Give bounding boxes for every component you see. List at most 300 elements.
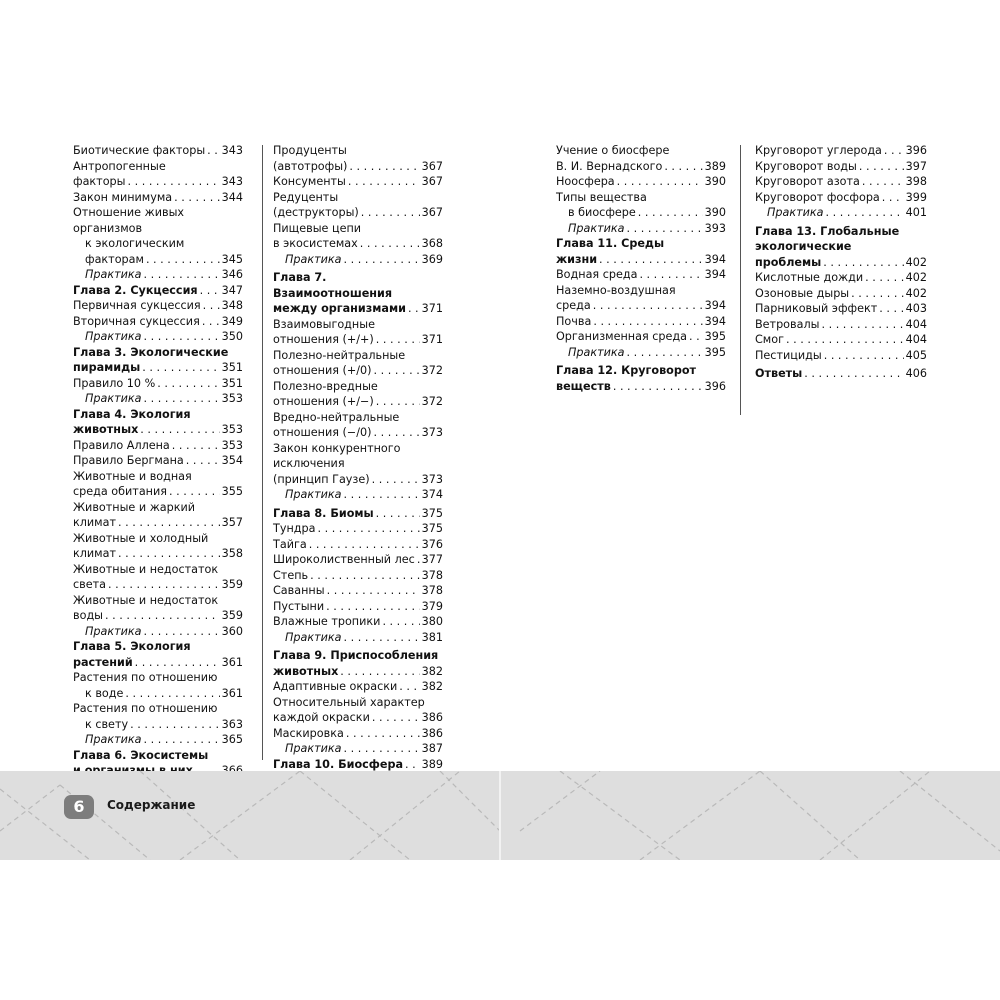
toc-entry-title: Животные и недостаток bbox=[73, 562, 219, 576]
toc-page-number: 349 bbox=[221, 314, 243, 328]
toc-entry bbox=[556, 252, 726, 268]
toc-entry bbox=[755, 255, 927, 271]
toc-column-4 bbox=[755, 143, 927, 382]
toc-entry-title: Взаимовыгодные bbox=[273, 317, 375, 331]
toc-entry-title: климат bbox=[73, 547, 116, 560]
dot-leader bbox=[344, 630, 420, 646]
toc-entry-title: Саванны bbox=[273, 584, 325, 597]
toc-entry bbox=[73, 407, 243, 423]
toc-entry bbox=[556, 159, 726, 175]
toc-entry bbox=[556, 314, 726, 330]
toc-entry-title: Глава 3. Экологические bbox=[73, 345, 229, 359]
toc-entry bbox=[73, 283, 243, 299]
toc-entry-title: Пустыни bbox=[273, 599, 325, 613]
toc-page-number: 351 bbox=[221, 376, 243, 390]
toc-entry bbox=[73, 221, 243, 237]
toc-page-number: 404 bbox=[905, 333, 927, 346]
toc-entry bbox=[755, 348, 927, 364]
toc-entry bbox=[556, 267, 726, 283]
toc-entry bbox=[273, 143, 443, 159]
dot-leader bbox=[627, 221, 703, 237]
toc-entry bbox=[755, 332, 927, 348]
toc-entry bbox=[556, 345, 726, 361]
toc-page-number: 357 bbox=[221, 516, 243, 529]
toc-entry bbox=[273, 664, 443, 680]
column-divider bbox=[262, 145, 263, 760]
toc-entry bbox=[556, 379, 726, 395]
toc-entry-title: Животные и жаркий bbox=[73, 500, 196, 514]
footer-band bbox=[0, 771, 1000, 860]
toc-page-number: 374 bbox=[421, 488, 443, 501]
toc-entry bbox=[556, 283, 726, 299]
dot-leader bbox=[361, 205, 420, 221]
toc-entry-title: Консументы bbox=[273, 175, 346, 188]
toc-entry-title: Вторичная сукцессия bbox=[73, 314, 200, 328]
toc-entry bbox=[73, 391, 243, 407]
toc-entry bbox=[273, 757, 443, 773]
toc-entry bbox=[556, 174, 726, 190]
toc-entry bbox=[755, 239, 927, 255]
toc-entry bbox=[755, 205, 927, 221]
toc-entry-title: Глава 9. Приспособления bbox=[273, 649, 439, 662]
toc-entry bbox=[556, 236, 726, 252]
dot-leader bbox=[824, 348, 904, 364]
toc-entry-title: пирамиды bbox=[73, 361, 141, 374]
toc-entry bbox=[755, 301, 927, 317]
toc-page-number: 376 bbox=[421, 537, 443, 551]
dot-leader bbox=[346, 726, 420, 742]
toc-page-number: 367 bbox=[421, 206, 443, 219]
toc-entry bbox=[556, 298, 726, 314]
toc-page-number: 373 bbox=[421, 472, 443, 486]
toc-entry-title: Смог bbox=[755, 333, 784, 346]
toc-page-number: 379 bbox=[421, 599, 443, 613]
toc-entry-title: Закон минимума bbox=[73, 190, 173, 204]
dot-leader bbox=[613, 379, 703, 395]
dot-leader bbox=[207, 143, 219, 159]
toc-page-number: 347 bbox=[221, 283, 243, 297]
toc-entry bbox=[273, 270, 443, 286]
toc-entry bbox=[273, 552, 443, 568]
toc-page-number: 363 bbox=[221, 717, 243, 731]
toc-entry-title: Глава 10. Биосфера bbox=[273, 757, 404, 771]
toc-page-number: 381 bbox=[421, 630, 443, 644]
toc-entry-title: Глава 11. Среды bbox=[556, 237, 665, 250]
toc-entry bbox=[73, 267, 243, 283]
toc-page-number: 371 bbox=[421, 333, 443, 346]
toc-entry bbox=[73, 484, 243, 500]
toc-entry-title: Растения по отношению bbox=[73, 702, 218, 715]
dot-leader bbox=[851, 286, 904, 302]
toc-entry bbox=[273, 695, 443, 711]
toc-entry bbox=[273, 521, 443, 537]
toc-page-number: 395 bbox=[704, 330, 726, 343]
toc-page-number: 390 bbox=[704, 175, 726, 188]
toc-entry bbox=[273, 537, 443, 553]
toc-page-number: 404 bbox=[905, 317, 927, 331]
toc-page-number: 394 bbox=[704, 314, 726, 328]
toc-entry bbox=[273, 348, 443, 364]
dot-leader bbox=[326, 599, 420, 615]
toc-entry bbox=[73, 143, 243, 159]
toc-entry bbox=[273, 741, 443, 757]
toc-entry bbox=[755, 159, 927, 175]
toc-page-number: 394 bbox=[704, 299, 726, 312]
dot-leader bbox=[382, 614, 419, 630]
toc-page-number: 386 bbox=[421, 711, 443, 724]
toc-entry-title: отношения (+/+) bbox=[273, 333, 374, 346]
toc-entry bbox=[73, 531, 243, 547]
toc-entry-title: Правило 10 % bbox=[73, 376, 156, 390]
toc-entry bbox=[73, 655, 243, 671]
toc-page-number: 387 bbox=[421, 742, 443, 755]
toc-entry-title: отношения (−/0) bbox=[273, 426, 372, 439]
toc-entry bbox=[73, 546, 243, 562]
dot-leader bbox=[344, 741, 420, 757]
toc-page-number: 390 bbox=[704, 206, 726, 219]
toc-page-number: 396 bbox=[905, 144, 927, 157]
toc-page-number: 402 bbox=[905, 255, 927, 269]
toc-entry-title: Практика bbox=[285, 252, 342, 266]
dot-leader bbox=[127, 174, 219, 190]
footer-pattern bbox=[0, 771, 1000, 860]
toc-page-number: 354 bbox=[221, 454, 243, 467]
toc-page-number: 399 bbox=[905, 190, 927, 204]
toc-entry bbox=[556, 221, 726, 237]
toc-entry bbox=[273, 205, 443, 221]
toc-entry bbox=[73, 748, 243, 764]
dot-leader bbox=[144, 624, 220, 640]
toc-entry-title: проблемы bbox=[755, 255, 822, 269]
toc-page-number: 353 bbox=[221, 423, 243, 436]
toc-entry bbox=[755, 366, 927, 382]
toc-entry-title: Наземно-воздушная bbox=[556, 283, 676, 297]
toc-page-number: 394 bbox=[704, 268, 726, 281]
dot-leader bbox=[317, 521, 419, 537]
toc-entry bbox=[73, 252, 243, 268]
toc-page-number: 403 bbox=[905, 302, 927, 315]
toc-entry bbox=[73, 298, 243, 314]
toc-entry-title: Круговорот воды bbox=[755, 159, 857, 173]
toc-entry bbox=[273, 456, 443, 472]
toc-entry bbox=[273, 506, 443, 522]
toc-entry-title: к свету bbox=[85, 717, 129, 731]
toc-entry-title: Практика bbox=[85, 733, 142, 746]
toc-entry bbox=[273, 710, 443, 726]
toc-entry bbox=[73, 174, 243, 190]
toc-entry-title: Глава 7. bbox=[273, 271, 327, 284]
dot-leader bbox=[372, 710, 420, 726]
toc-entry-title: Организменная среда bbox=[556, 330, 687, 343]
toc-entry-title: Адаптивные окраски bbox=[273, 680, 398, 693]
toc-page-number: 353 bbox=[221, 438, 243, 452]
toc-entry-title: Водная среда bbox=[556, 268, 638, 281]
toc-page-number: 367 bbox=[421, 175, 443, 188]
dot-leader bbox=[372, 472, 420, 488]
dot-leader bbox=[140, 422, 219, 438]
toc-entry bbox=[73, 453, 243, 469]
toc-entry-title: Практика bbox=[85, 392, 142, 405]
toc-page-number: 405 bbox=[905, 348, 927, 362]
toc-entry-title: Учение о биосфере bbox=[556, 144, 670, 157]
toc-entry-title: Глава 4. Экология bbox=[73, 407, 191, 421]
toc-entry bbox=[273, 394, 443, 410]
toc-entry-title: (деструкторы) bbox=[273, 206, 359, 219]
toc-page-number: 361 bbox=[221, 655, 243, 669]
toc-entry bbox=[273, 236, 443, 252]
toc-entry bbox=[273, 190, 443, 206]
toc-page-number: 373 bbox=[421, 426, 443, 439]
toc-entry bbox=[755, 143, 927, 159]
toc-entry bbox=[755, 190, 927, 206]
toc-entry-title: Практика bbox=[285, 742, 342, 755]
toc-entry bbox=[273, 441, 443, 457]
toc-column-3 bbox=[556, 143, 726, 394]
toc-entry-title: Парниковый эффект bbox=[755, 302, 878, 315]
toc-page-number: 375 bbox=[421, 522, 443, 535]
toc-entry-title: Пищевые цепи bbox=[273, 221, 362, 235]
toc-entry bbox=[73, 329, 243, 345]
toc-entry-title: Типы вещества bbox=[556, 190, 647, 204]
toc-entry-title: Практика bbox=[568, 345, 625, 359]
dot-leader bbox=[376, 332, 420, 348]
toc-entry-title: исключения bbox=[273, 457, 345, 470]
toc-entry-title: Глава 8. Биомы bbox=[273, 506, 374, 520]
toc-entry-title: Полезно-нейтральные bbox=[273, 348, 406, 362]
dot-leader bbox=[664, 159, 702, 175]
toc-entry-title: Почва bbox=[556, 314, 592, 328]
dot-leader bbox=[105, 608, 220, 624]
toc-entry bbox=[73, 422, 243, 438]
dot-leader bbox=[125, 686, 219, 702]
toc-entry-title: факторы bbox=[73, 175, 126, 188]
toc-page-number: 397 bbox=[905, 159, 927, 173]
toc-page-number: 365 bbox=[221, 733, 243, 746]
toc-entry bbox=[73, 515, 243, 531]
toc-entry bbox=[755, 224, 927, 240]
toc-entry bbox=[273, 568, 443, 584]
toc-entry bbox=[73, 732, 243, 748]
dot-leader bbox=[203, 298, 220, 314]
toc-entry-title: факторам bbox=[85, 252, 144, 266]
toc-entry bbox=[73, 360, 243, 376]
toc-entry-title: Взаимоотношения bbox=[273, 286, 393, 300]
toc-entry bbox=[73, 469, 243, 485]
toc-entry bbox=[273, 599, 443, 615]
dot-leader bbox=[599, 252, 703, 268]
toc-entry bbox=[273, 379, 443, 395]
toc-entry bbox=[273, 410, 443, 426]
toc-entry-title: Практика bbox=[568, 221, 625, 235]
toc-page-number: 358 bbox=[221, 547, 243, 560]
toc-entry bbox=[273, 174, 443, 190]
column-divider bbox=[740, 145, 741, 415]
toc-entry bbox=[73, 562, 243, 578]
dot-leader bbox=[186, 453, 220, 469]
toc-page-number: 380 bbox=[421, 615, 443, 628]
toc-entry-title: животных bbox=[73, 423, 139, 436]
toc-entry bbox=[73, 577, 243, 593]
toc-entry-title: Тайга bbox=[273, 537, 307, 551]
dot-leader bbox=[617, 174, 703, 190]
toc-entry-title: Практика bbox=[85, 330, 142, 343]
toc-entry bbox=[755, 317, 927, 333]
toc-entry bbox=[73, 593, 243, 609]
toc-entry-title: отношения (+/0) bbox=[273, 364, 372, 377]
dot-leader bbox=[405, 757, 420, 773]
toc-entry-title: Ветровалы bbox=[755, 317, 820, 331]
toc-entry-title: Ответы bbox=[755, 367, 803, 380]
toc-entry-title: Практика bbox=[285, 488, 342, 501]
dot-leader bbox=[142, 360, 219, 376]
toc-entry-title: веществ bbox=[556, 379, 611, 393]
dot-leader bbox=[344, 252, 420, 268]
dot-leader bbox=[200, 283, 220, 299]
toc-entry-title: Практика bbox=[85, 268, 142, 281]
dot-leader bbox=[879, 301, 903, 317]
toc-entry-title: Продуценты bbox=[273, 144, 347, 157]
toc-page-number: 386 bbox=[421, 726, 443, 740]
dot-leader bbox=[639, 267, 702, 283]
dot-leader bbox=[144, 329, 220, 345]
toc-entry-title: воды bbox=[73, 609, 104, 622]
toc-page-number: 389 bbox=[704, 159, 726, 173]
toc-entry-title: Закон конкурентного bbox=[273, 441, 401, 455]
section-title: Содержание bbox=[107, 798, 196, 812]
toc-entry-title: отношения (+/−) bbox=[273, 395, 374, 408]
toc-entry-title: Круговорот углерода bbox=[755, 144, 882, 157]
dot-leader bbox=[157, 376, 219, 392]
toc-page-number: 375 bbox=[421, 506, 443, 520]
toc-entry-title: в экосистемах bbox=[273, 237, 358, 250]
toc-entry-title: Животные и водная bbox=[73, 469, 192, 483]
toc-page-number: 369 bbox=[421, 252, 443, 266]
dot-leader bbox=[821, 317, 903, 333]
toc-entry-title: В. И. Вернадского bbox=[556, 159, 663, 173]
toc-entry-title: Тундра bbox=[273, 522, 316, 535]
toc-entry bbox=[273, 252, 443, 268]
toc-entry bbox=[755, 270, 927, 286]
toc-entry bbox=[73, 345, 243, 361]
toc-entry-title: Маскировка bbox=[273, 726, 344, 740]
dot-leader bbox=[169, 484, 220, 500]
toc-entry-title: Глава 2. Сукцессия bbox=[73, 283, 198, 297]
dot-leader bbox=[627, 345, 703, 361]
dot-leader bbox=[144, 267, 220, 283]
toc-page-number: 371 bbox=[421, 302, 443, 315]
page-number-badge: 6 bbox=[64, 795, 94, 819]
toc-entry-title: света bbox=[73, 578, 106, 591]
toc-page-number: 372 bbox=[421, 364, 443, 377]
toc-entry-title: Относительный характер bbox=[273, 695, 425, 709]
toc-entry bbox=[73, 159, 243, 175]
toc-page-number: 396 bbox=[704, 379, 726, 393]
toc-entry bbox=[73, 376, 243, 392]
toc-entry bbox=[73, 701, 243, 717]
toc-entry bbox=[273, 487, 443, 503]
toc-entry bbox=[556, 205, 726, 221]
toc-page-number: 355 bbox=[221, 485, 243, 498]
toc-entry bbox=[73, 438, 243, 454]
toc-entry bbox=[273, 679, 443, 695]
toc-page-number: 395 bbox=[704, 345, 726, 359]
dot-leader bbox=[593, 314, 702, 330]
toc-page-number: 398 bbox=[905, 175, 927, 188]
dot-leader bbox=[348, 174, 420, 190]
toc-entry-title: растений bbox=[73, 655, 133, 669]
toc-entry bbox=[73, 670, 243, 686]
toc-page-number: 406 bbox=[905, 367, 927, 380]
dot-leader bbox=[786, 332, 904, 348]
toc-entry-title: Практика bbox=[85, 624, 142, 638]
toc-entry bbox=[273, 286, 443, 302]
toc-entry-title: (автотрофы) bbox=[273, 159, 348, 173]
toc-entry bbox=[273, 614, 443, 630]
toc-entry bbox=[273, 472, 443, 488]
toc-entry-title: Правило Аллена bbox=[73, 438, 170, 452]
toc-entry bbox=[73, 608, 243, 624]
toc-entry-title: Редуценты bbox=[273, 190, 339, 204]
toc-entry-title: Практика bbox=[285, 630, 342, 644]
dot-leader bbox=[309, 537, 420, 553]
toc-entry-title: животных bbox=[273, 664, 339, 678]
toc-entry bbox=[755, 174, 927, 190]
toc-entry-title: между организмами bbox=[273, 302, 406, 315]
dot-leader bbox=[174, 190, 219, 206]
toc-entry-title: Пестициды bbox=[755, 348, 822, 362]
toc-column-2 bbox=[273, 143, 443, 772]
toc-page-number: 360 bbox=[221, 624, 243, 638]
dot-leader bbox=[376, 506, 420, 522]
dot-leader bbox=[859, 159, 904, 175]
toc-page-number: 350 bbox=[221, 330, 243, 343]
toc-entry-title: к воде bbox=[85, 686, 124, 700]
toc-page-number: 344 bbox=[221, 190, 243, 204]
toc-page-number: 368 bbox=[421, 237, 443, 250]
dot-leader bbox=[862, 174, 904, 190]
toc-entry bbox=[73, 624, 243, 640]
toc-entry-title: Ноосфера bbox=[556, 175, 615, 188]
toc-entry-title: Глава 13. Глобальные bbox=[755, 224, 900, 238]
toc-entry-title: жизни bbox=[556, 252, 598, 266]
dot-leader bbox=[374, 425, 420, 441]
dot-leader bbox=[360, 236, 420, 252]
dot-leader bbox=[172, 438, 220, 454]
dot-leader bbox=[826, 205, 904, 221]
toc-entry-title: экологические bbox=[755, 240, 852, 253]
toc-page-number: 402 bbox=[905, 271, 927, 284]
toc-entry-title: Широколиственный лес bbox=[273, 553, 415, 566]
toc-page-number: 372 bbox=[421, 395, 443, 408]
toc-page-number: 367 bbox=[421, 159, 443, 173]
toc-entry-title: Первичная сукцессия bbox=[73, 299, 201, 312]
dot-leader bbox=[882, 190, 904, 206]
toc-entry-title: климат bbox=[73, 516, 116, 529]
toc-page-number: 359 bbox=[221, 609, 243, 622]
toc-entry-title: Животные и холодный bbox=[73, 531, 209, 545]
dot-leader bbox=[144, 391, 220, 407]
toc-page-number: 343 bbox=[221, 144, 243, 157]
toc-column-1 bbox=[73, 143, 243, 779]
toc-page-number: 377 bbox=[421, 553, 443, 566]
dot-leader bbox=[399, 679, 419, 695]
toc-page-number: 382 bbox=[421, 680, 443, 693]
dot-leader bbox=[340, 664, 419, 680]
dot-leader bbox=[689, 329, 703, 345]
toc-entry bbox=[273, 363, 443, 379]
toc-entry bbox=[73, 639, 243, 655]
toc-entry-title: организмов bbox=[73, 221, 143, 235]
